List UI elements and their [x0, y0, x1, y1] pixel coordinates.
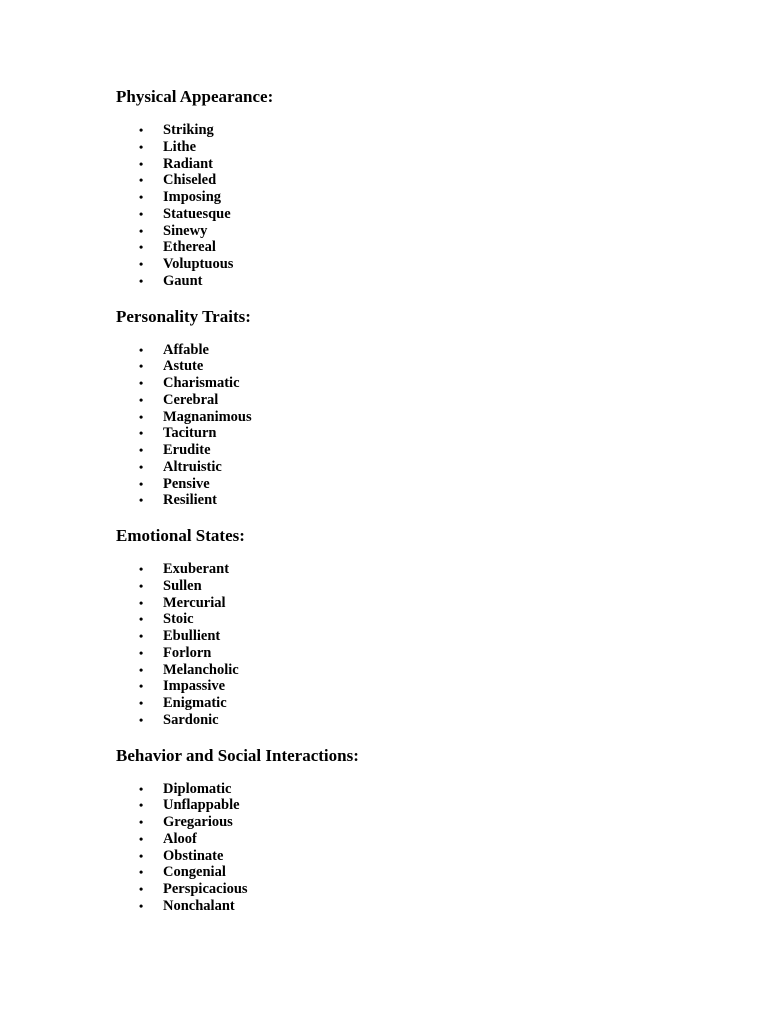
list-item-text: Melancholic: [163, 661, 239, 678]
bullet-icon: •: [139, 798, 144, 813]
list-item-text: Sinewy: [163, 222, 208, 239]
list-item-text: Altruistic: [163, 458, 222, 475]
document-section: [116, 746, 716, 915]
list-item-text: Charismatic: [163, 375, 240, 391]
list-item: [116, 459, 716, 476]
bullet-icon: •: [139, 392, 144, 407]
list-item: [116, 797, 716, 814]
list-item-text: Erudite: [163, 442, 211, 458]
list-item-text: Gregarious: [163, 814, 233, 830]
list-item: [116, 189, 716, 206]
bullet-icon: •: [139, 459, 144, 474]
list-item-text: Aloof: [163, 830, 197, 847]
section-heading: Behavior and Social Interactions:: [116, 745, 359, 765]
list-item: [116, 273, 716, 290]
bullet-icon: •: [139, 273, 144, 288]
list-item: [116, 375, 716, 392]
bullet-icon: •: [139, 359, 144, 374]
list-item: [116, 239, 716, 256]
bullet-icon: •: [139, 409, 144, 424]
list-item-text: Diplomatic: [163, 780, 232, 797]
section-heading: Emotional States:: [116, 526, 245, 545]
list-item: [116, 662, 716, 679]
list-item: [116, 814, 716, 831]
list-item-text: Taciturn: [163, 425, 217, 442]
bullet-icon: •: [139, 679, 144, 694]
list-item: [116, 392, 716, 409]
list-item: [116, 695, 716, 712]
section-heading: Personality Traits:: [116, 306, 251, 326]
bullet-icon: •: [139, 223, 144, 238]
list-item: [116, 206, 716, 223]
bullet-list: [116, 561, 716, 729]
bullet-icon: •: [139, 342, 144, 357]
bullet-icon: •: [139, 257, 144, 271]
list-item-text: Impassive: [163, 678, 226, 695]
list-item-text: Affable: [163, 341, 209, 358]
document-content: [116, 87, 716, 932]
list-item-text: Radiant: [163, 155, 213, 172]
list-item-text: Sullen: [163, 577, 202, 594]
bullet-icon: •: [139, 696, 144, 710]
list-item: [116, 595, 716, 612]
bullet-icon: •: [139, 595, 144, 610]
list-item: [116, 476, 716, 493]
list-item: [116, 492, 716, 509]
list-item: [116, 425, 716, 442]
list-item: [116, 831, 716, 848]
list-item-text: Striking: [163, 122, 214, 138]
list-item: [116, 442, 716, 459]
bullet-icon: •: [139, 712, 144, 727]
bullet-icon: •: [139, 882, 144, 896]
bullet-icon: •: [139, 426, 144, 441]
list-item: [116, 156, 716, 173]
list-item-text: Magnanimous: [163, 408, 252, 425]
bullet-icon: •: [139, 865, 144, 880]
list-item-text: Gaunt: [163, 272, 203, 289]
bullet-icon: •: [139, 781, 144, 796]
list-item-text: Mercurial: [163, 594, 226, 611]
bullet-icon: •: [139, 645, 144, 660]
list-item: [116, 628, 716, 645]
list-item-text: Statuesque: [163, 205, 231, 222]
list-item-text: Voluptuous: [163, 256, 234, 272]
bullet-list: [116, 781, 716, 915]
list-item: [116, 172, 716, 189]
list-item-text: Obstinate: [163, 847, 224, 864]
list-item-text: Nonchalant: [163, 897, 235, 914]
list-item: [116, 358, 716, 375]
list-item: [116, 256, 716, 273]
bullet-icon: •: [139, 376, 144, 390]
bullet-icon: •: [139, 139, 144, 154]
bullet-icon: •: [139, 240, 144, 255]
bullet-icon: •: [139, 831, 144, 846]
document-section: [116, 526, 716, 729]
list-item-text: Ethereal: [163, 239, 216, 256]
list-item: [116, 712, 716, 729]
bullet-icon: •: [139, 156, 144, 171]
list-item-text: Cerebral: [163, 391, 219, 408]
list-item: [116, 678, 716, 695]
list-item: [116, 611, 716, 628]
list-item-text: Congenial: [163, 864, 226, 881]
list-item-text: Perspicacious: [163, 881, 248, 897]
list-item: [116, 409, 716, 426]
list-item-text: Lithe: [163, 138, 197, 155]
list-item-text: Chiseled: [163, 172, 217, 189]
list-item: [116, 561, 716, 578]
bullet-icon: •: [139, 493, 144, 508]
list-item-text: Enigmatic: [163, 695, 227, 711]
bullet-icon: •: [139, 123, 144, 137]
bullet-icon: •: [139, 662, 144, 677]
bullet-icon: •: [139, 173, 144, 188]
bullet-icon: •: [139, 848, 144, 863]
list-item: [116, 223, 716, 240]
list-item-text: Unflappable: [163, 797, 240, 814]
bullet-icon: •: [139, 443, 144, 457]
bullet-icon: •: [139, 562, 144, 576]
list-item: [116, 864, 716, 881]
list-item: [116, 645, 716, 662]
bullet-icon: •: [139, 190, 144, 204]
section-heading: Physical Appearance:: [116, 87, 274, 106]
list-item: [116, 848, 716, 865]
list-item: [116, 139, 716, 156]
bullet-icon: •: [139, 629, 144, 643]
list-item-text: Sardonic: [163, 711, 219, 728]
list-item-text: Stoic: [163, 611, 194, 628]
list-item: [116, 898, 716, 915]
bullet-icon: •: [139, 815, 144, 829]
list-item: [116, 342, 716, 359]
list-item-text: Forlorn: [163, 644, 212, 661]
bullet-icon: •: [139, 206, 144, 221]
bullet-icon: •: [139, 476, 144, 491]
list-item: [116, 122, 716, 139]
bullet-list: [116, 122, 716, 290]
list-item: [116, 781, 716, 798]
list-item-text: Ebullient: [163, 628, 221, 644]
document-section: [116, 87, 716, 290]
list-item-text: Resilient: [163, 492, 217, 509]
list-item-text: Pensive: [163, 475, 210, 492]
document-section: [116, 307, 716, 510]
list-item: [116, 881, 716, 898]
bullet-list: [116, 342, 716, 510]
list-item-text: Astute: [163, 358, 204, 375]
list-item-text: Exuberant: [163, 561, 230, 577]
list-item-text: Imposing: [163, 189, 222, 205]
bullet-icon: •: [139, 898, 144, 913]
list-item: [116, 578, 716, 595]
bullet-icon: •: [139, 578, 144, 593]
bullet-icon: •: [139, 612, 144, 627]
